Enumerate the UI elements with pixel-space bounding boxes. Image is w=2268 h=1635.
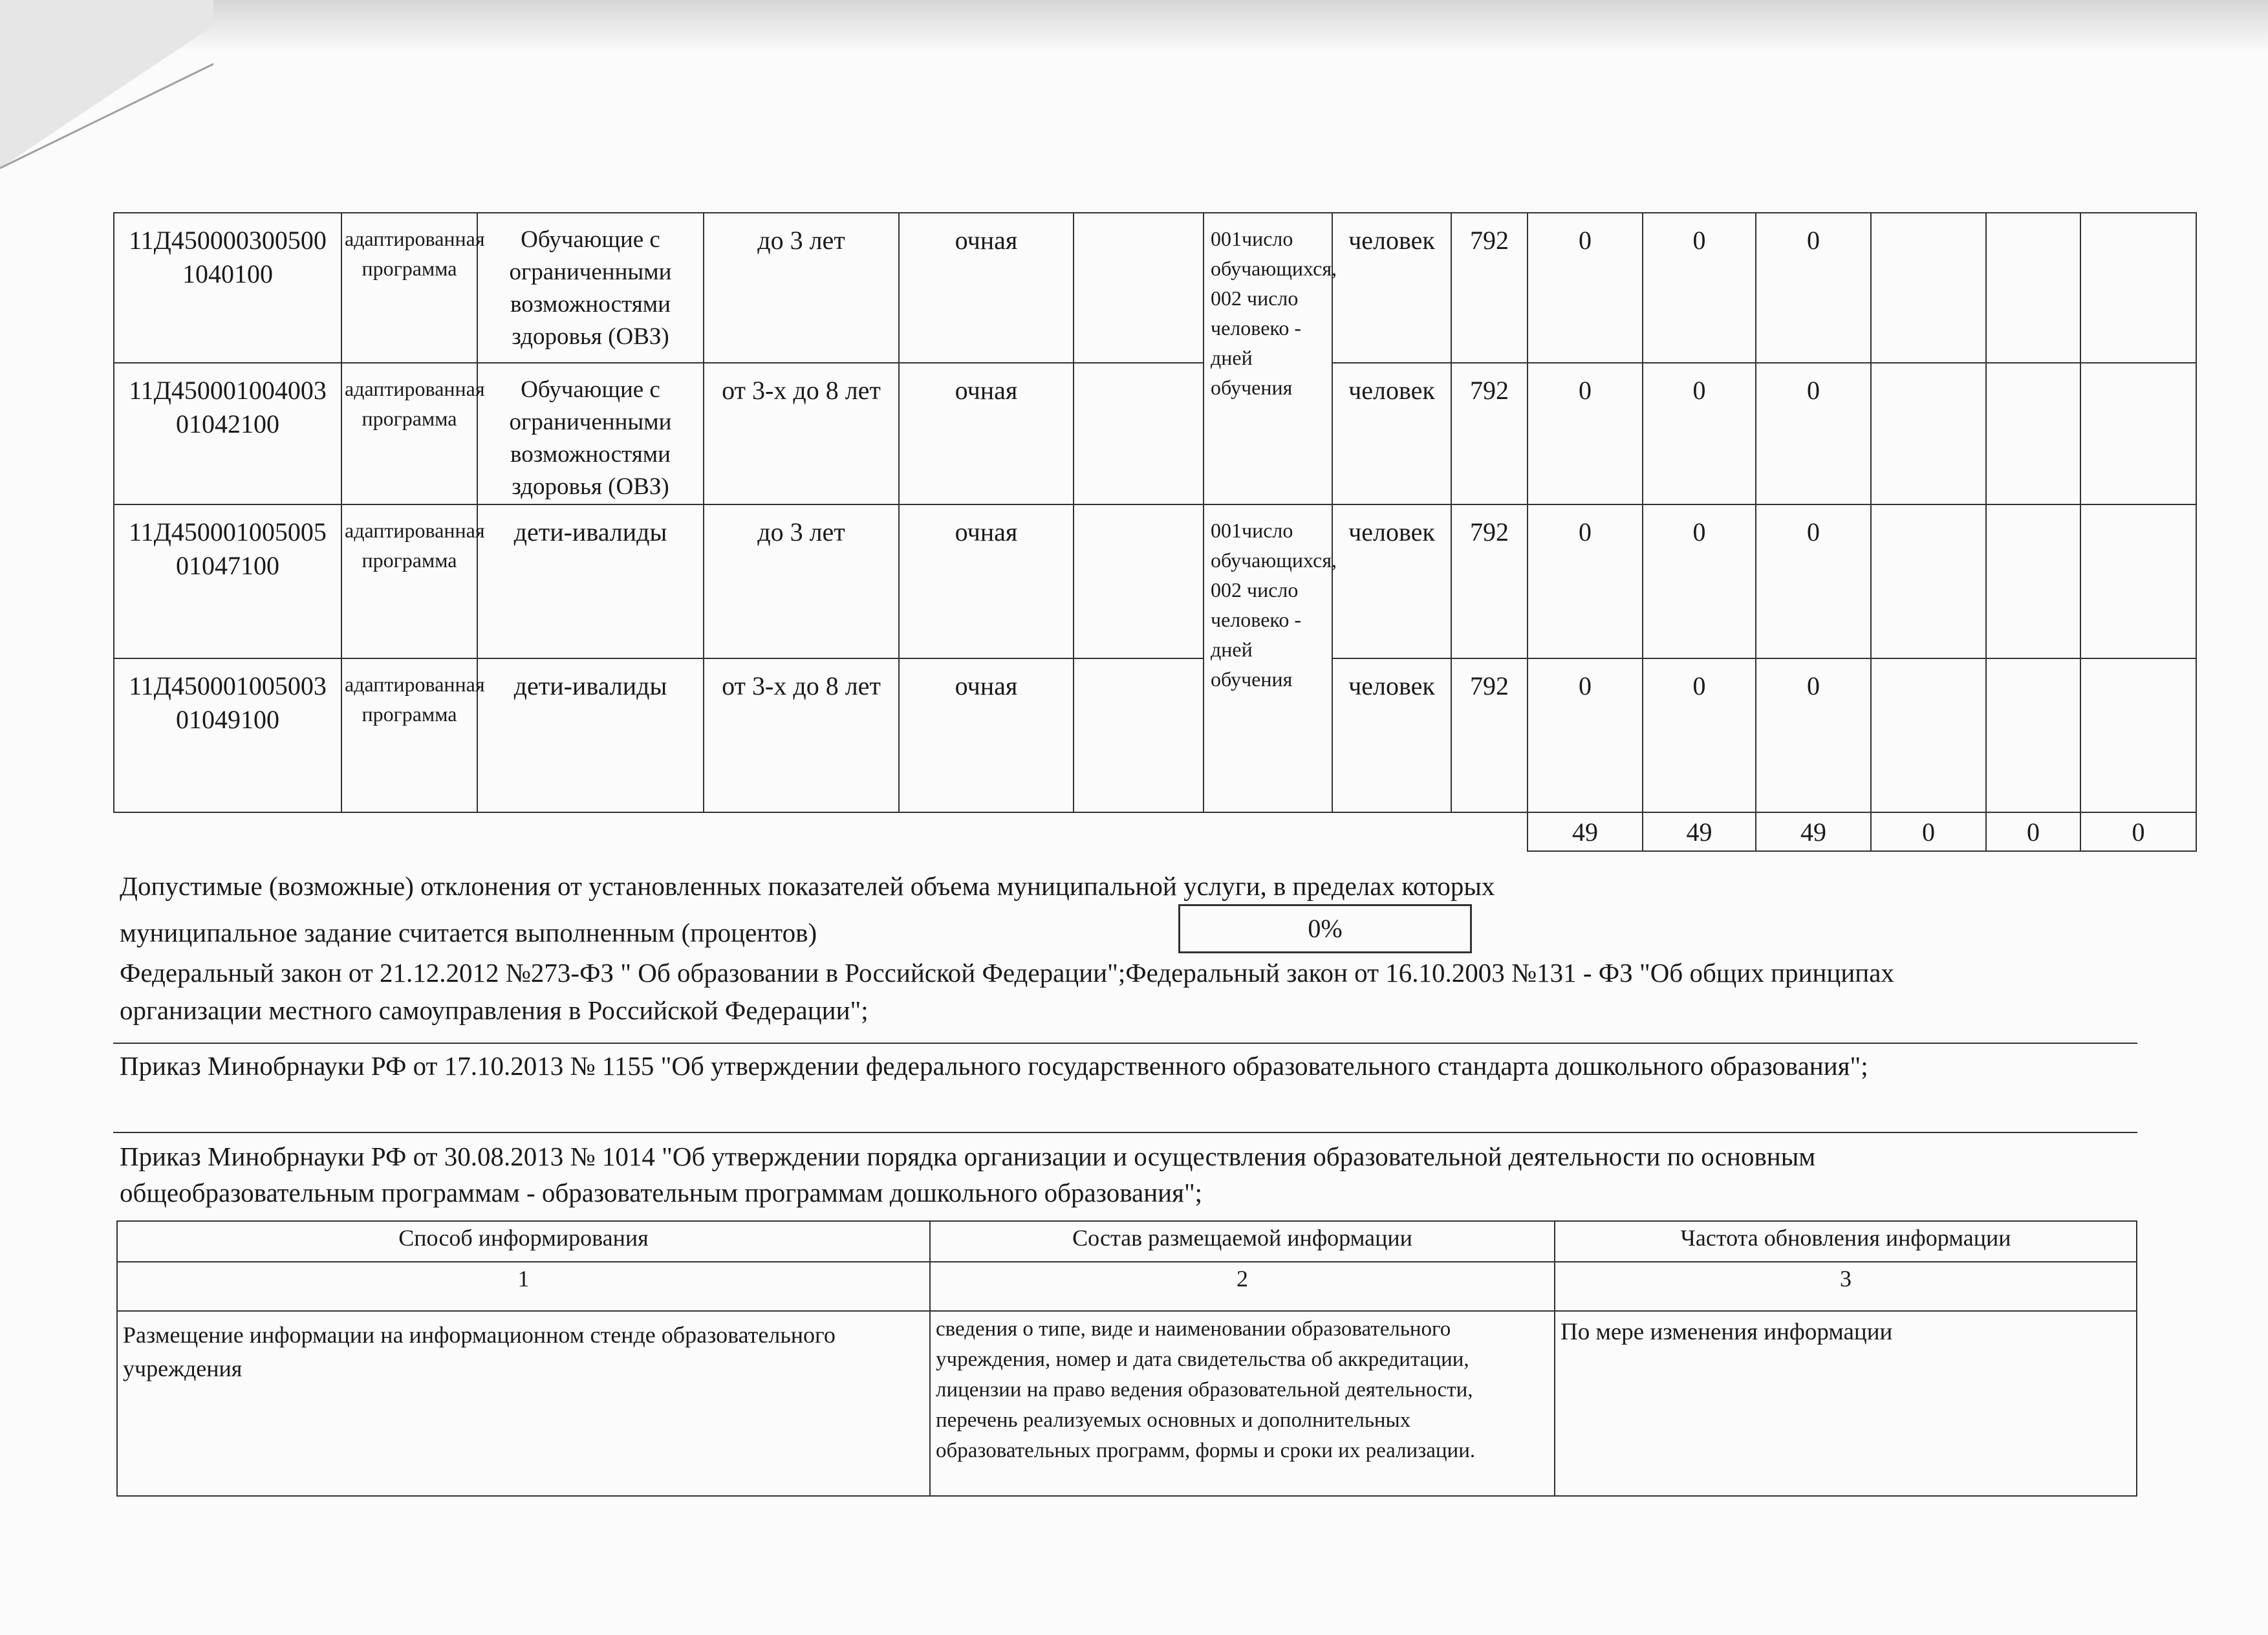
indicator-name: 001число обучающихся, 002 число человеко - дней обучения [1204, 213, 1332, 504]
empty-cell [1871, 363, 1986, 504]
student-category: дети-ивалиды [477, 658, 704, 812]
age-group: до 3 лет [704, 504, 899, 658]
empty-cell [1986, 363, 2080, 504]
order-reference-2b: общеобразовательным программам - образовательным программам дошкольного образования"; [120, 1178, 1203, 1207]
law-reference-2: организации местного самоуправления в Российской Федерации"; [120, 995, 869, 1025]
empty-cell [2080, 504, 2196, 658]
okei-code: 792 [1451, 363, 1528, 504]
order-reference: Приказ Минобрнауки РФ от 17.10.2013 № 1155 "Об утверждении федерального государственного образовательного стандарта дошкольного образования"; [120, 1051, 1868, 1081]
okei-code: 792 [1451, 658, 1528, 812]
student-category: Обучающие с ограниченными возможностями здоровья (ОВЗ) [477, 213, 704, 363]
empty-cell [1074, 658, 1204, 812]
value-year-2: 0 [1643, 504, 1756, 658]
value-year-3: 0 [1756, 504, 1871, 658]
totals-spacer [114, 812, 1528, 851]
info-content: сведения о типе, виде и наименовании образовательного учреждения, номер и дата свидетельства об аккредитации, лицензии на право ведения образовательной деятельности, перечень реализуемых основных и дополнительных образовательных программ, формы и сроки их реализации. [930, 1311, 1555, 1496]
age-group: до 3 лет [704, 213, 899, 363]
column-number: 3 [1555, 1262, 2137, 1311]
empty-cell [2080, 658, 2196, 812]
table-row [114, 363, 2196, 504]
value-year-3: 0 [1756, 213, 1871, 363]
column-header: Способ информирования [117, 1221, 930, 1262]
law-reference: Федеральный закон от 21.12.2012 №273-ФЗ " Об образовании в Российской Федерации";Федеральный закон от 16.10.2003 №131 - ФЗ "Об общих принципах [120, 958, 1894, 988]
total-value: 49 [1756, 812, 1871, 851]
column-header: Частота обновления информации [1555, 1221, 2137, 1262]
empty-cell [1986, 504, 2080, 658]
total-value: 0 [1871, 812, 1986, 851]
value-year-2: 0 [1643, 213, 1756, 363]
empty-cell [1074, 213, 1204, 363]
empty-cell [1871, 658, 1986, 812]
empty-cell [1986, 213, 2080, 363]
study-form: очная [899, 658, 1074, 812]
empty-cell [2080, 363, 2196, 504]
order-reference-2: Приказ Минобрнауки РФ от 30.08.2013 № 1014 "Об утверждении порядка организации и осуществления образовательной деятельности по основным [120, 1142, 1816, 1171]
table-row [117, 1311, 2137, 1496]
value-year-3: 0 [1756, 363, 1871, 504]
empty-cell [1871, 213, 1986, 363]
study-form: очная [899, 504, 1074, 658]
empty-cell [1074, 363, 1204, 504]
table-row [114, 504, 2196, 658]
indicator-name: 001число обучающихся, 002 число человеко - дней обучения [1204, 504, 1332, 812]
service-code: 11Д450000300500 1040100 [114, 213, 341, 363]
column-number: 2 [930, 1262, 1555, 1311]
okei-code: 792 [1451, 213, 1528, 363]
column-number: 1 [117, 1262, 930, 1311]
total-value: 0 [2080, 812, 2196, 851]
information-table [116, 1220, 2137, 1497]
scan-shadow [0, 0, 2268, 52]
student-category: Обучающие с ограниченными возможностями здоровья (ОВЗ) [477, 363, 704, 504]
service-code: 11Д450001005005 01047100 [114, 504, 341, 658]
table-row [114, 213, 2196, 363]
student-category: дети-ивалиды [477, 504, 704, 658]
program-type: адаптированная программа [341, 363, 477, 504]
total-value: 0 [1986, 812, 2080, 851]
unit-name: человек [1332, 504, 1451, 658]
empty-cell [1074, 504, 1204, 658]
value-year-3: 0 [1756, 658, 1871, 812]
age-group: от 3-х до 8 лет [704, 658, 899, 812]
age-group: от 3-х до 8 лет [704, 363, 899, 504]
empty-cell [2080, 213, 2196, 363]
page-fold-edge [0, 0, 213, 194]
deviation-value: 0% [1178, 904, 1472, 953]
program-type: адаптированная программа [341, 504, 477, 658]
column-header: Состав размещаемой информации [930, 1221, 1555, 1262]
empty-cell [1986, 658, 2080, 812]
table-number-row [117, 1262, 2137, 1311]
unit-name: человек [1332, 658, 1451, 812]
value-year-1: 0 [1528, 363, 1643, 504]
program-type: адаптированная программа [341, 213, 477, 363]
service-code: 11Д450001004003 01042100 [114, 363, 341, 504]
program-type: адаптированная программа [341, 658, 477, 812]
okei-code: 792 [1451, 504, 1528, 658]
table-row [114, 658, 2196, 812]
value-year-1: 0 [1528, 658, 1643, 812]
deviation-text-2: муниципальное задание считается выполненным (процентов) [120, 918, 817, 947]
unit-name: человек [1332, 363, 1451, 504]
study-form: очная [899, 213, 1074, 363]
info-frequency: По мере изменения информации [1555, 1311, 2137, 1496]
info-method: Размещение информации на информационном стенде образовательного учреждения [117, 1311, 930, 1496]
total-value: 49 [1643, 812, 1756, 851]
table-header-row [117, 1221, 2137, 1262]
value-year-1: 0 [1528, 213, 1643, 363]
empty-cell [1871, 504, 1986, 658]
totals-row [114, 812, 2196, 851]
deviation-text: Допустимые (возможные) отклонения от установленных показателей объема муниципальной услуги, в пределах которых [120, 871, 1495, 901]
services-table [113, 212, 2197, 852]
divider [113, 1043, 2137, 1044]
value-year-2: 0 [1643, 658, 1756, 812]
unit-name: человек [1332, 213, 1451, 363]
service-code: 11Д450001005003 01049100 [114, 658, 341, 812]
total-value: 49 [1528, 812, 1643, 851]
study-form: очная [899, 363, 1074, 504]
value-year-2: 0 [1643, 363, 1756, 504]
divider [113, 1132, 2137, 1133]
value-year-1: 0 [1528, 504, 1643, 658]
